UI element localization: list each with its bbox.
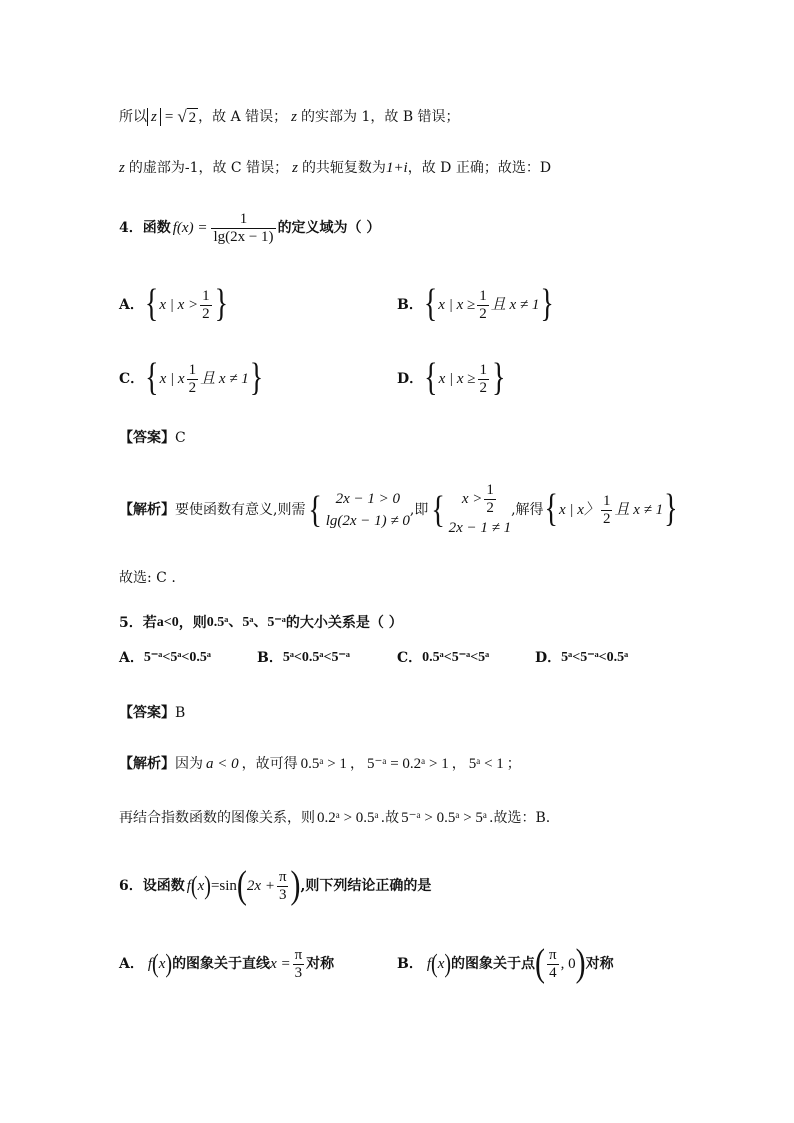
question-4 [119,210,734,245]
math: x = [270,956,291,972]
q4-conclusion [119,568,734,588]
conjugate: 1+i [385,160,408,176]
text: .故选：B. [489,810,551,826]
question-number: 6． [119,878,143,894]
denominator: 2 [479,379,488,396]
question-number: 5． [119,615,143,631]
math: 0.5ᵃ > 1 [300,756,347,772]
text: ，则 [178,615,207,631]
q4-answer [119,428,734,448]
answer-tag: 【答案】 [119,430,175,446]
text: 所以 [119,109,147,125]
numerator: 1 [486,481,494,498]
var-z: z [119,160,125,176]
analysis-tag: 【解析】 [119,502,175,518]
option-label: D． [397,371,424,387]
q5-answer [119,703,734,723]
math: a < 0 [206,756,239,772]
function-name: f [186,878,191,894]
solution-line-2 [119,158,734,178]
denominator: 3 [278,886,287,903]
expressions: 0.5ᵃ、5ᵃ、5⁻ᵃ [206,615,286,630]
denominator: 2 [188,379,197,396]
option-text: 且 x ≠ 1 [490,297,540,313]
text: ， [349,756,364,772]
text: 函数 [142,220,171,236]
numerator: π [278,868,287,885]
fraction [187,362,199,397]
text: ,即 [409,502,429,518]
numerator: 1 [602,492,611,509]
var-z: z [291,109,298,125]
inequality-system-2: { x > $\frac{1}{2}$ 2x − 1 ≠ 1 [428,482,511,539]
text: 若 [142,615,157,631]
numerator: 1 [202,287,210,304]
text: ； [506,756,521,772]
denominator: 4 [549,964,557,981]
analysis-tag: 【解析】 [119,756,175,772]
inner-expr: 2x + [246,878,275,894]
denominator: 2 [202,305,210,322]
math: 5⁻ᵃ = 0.2ᵃ > 1 [366,756,449,772]
q5-analysis-2 [119,808,734,828]
text: ,则下列结论正确的是 [300,878,432,894]
text: 再结合指数函数的图像关系，则 [119,810,315,826]
text: ,解得 [511,502,544,518]
denominator: 2 [479,305,487,322]
text: 的定义域为（ ） [277,220,381,236]
fraction [477,288,489,323]
numerator: 1 [239,210,248,227]
fraction [277,869,289,904]
function-name: f [426,956,432,972]
q6-options-ab [119,941,734,985]
option-text: 5ᵃ<5⁻ᵃ<0.5ᵃ [561,650,629,665]
text: 设函数 [142,878,185,894]
option-text: 对称 [306,956,335,972]
text: 因为 [175,756,203,772]
math: 5⁻ᵃ > 0.5ᵃ > 5ᵃ [401,810,488,826]
question-6: 6． 设函数 f ( x ) =sin ( 2x + $\frac{\pi}{3}$ ) ,则下列结论正确的是 [119,863,432,907]
q4-options-cd [119,356,734,400]
answer-tag: 【答案】 [119,705,175,721]
option-label: A． [119,650,144,666]
abs-z: z [147,108,161,126]
option-text: 对称 [585,956,614,972]
sqrt-expression: √ 2 [177,107,197,126]
text: ，故可得 [241,756,298,772]
text: ，故 D 正确；故选：D [407,160,552,176]
text: 的实部为 1，故 B 错误； [301,109,460,125]
option-text: 0.5ᵃ<5⁻ᵃ<5ᵃ [422,650,490,665]
question-number: 4． [119,220,143,236]
q4-analysis: 【解析】 要使函数有意义,则需 { 2x − 1 > 0 lg(2x − 1) ≠ 0 ,即 { x > $\frac{1}{2}$ 2x − 1 ≠ 1 ,解得 { x | x〉 $\frac{1}{2}$ 且 x ≠ 1 } [119,485,734,535]
var-z: z [292,160,298,176]
option-c: C． { x | x $\frac{1}{2}$ 且 x ≠ 1 } [119,356,264,400]
option-label: D． [535,650,562,666]
math: 0.2ᵃ > 0.5ᵃ [317,810,379,826]
option-d [535,648,628,668]
option-text: 的图象关于点 [451,956,536,972]
answer-value: C [175,430,186,446]
text: ，故 A 错误； [198,109,288,125]
var-x: x [197,878,205,894]
option-label: C． [397,650,423,666]
text: 的大小关系是（ ） [285,615,403,631]
fraction [547,947,559,982]
numerator: 1 [479,361,488,378]
option-text: x | x ≥ [438,297,476,313]
option-label: B． [257,650,283,666]
var-x: x [437,956,445,972]
numerator: π [294,946,303,963]
option-text: 5⁻ᵃ<5ᵃ<0.5ᵃ [143,650,211,665]
math: 5ᵃ < 1 [468,756,504,772]
fraction [293,947,305,982]
option-d: D． { x | x ≥ $\frac{1}{2}$ } [397,356,506,400]
option-text: x | x [159,371,185,387]
option-text: x | x ≥ [438,371,476,387]
fraction [200,288,212,323]
option-text: 5ᵃ<0.5ᵃ<5⁻ᵃ [282,650,350,665]
result-text: x | x〉 [559,502,599,518]
option-text: x | x > [159,297,199,313]
system-row: x > [461,491,483,507]
sqrt-radicand: 2 [188,110,197,126]
numerator: π [549,946,557,963]
option-c [397,648,489,668]
denominator: 2 [602,510,611,527]
var-x: x [158,956,166,972]
text: .故 [380,810,400,826]
denominator: 3 [294,964,303,981]
text: 的虚部为-1，故 C 错误； [128,160,289,176]
numerator: 1 [479,287,487,304]
answer-value: B [175,705,186,721]
option-a: A． { x | x > $\frac{1}{2}$ } [119,282,229,326]
text: 的共轭复数为 [301,160,386,176]
denominator: 2 [486,499,494,516]
function-name: f(x) = [172,220,208,236]
solution-line-1 [119,107,734,127]
q5-analysis-1 [119,754,734,774]
option-text: 且 x ≠ 1 [200,371,249,387]
q4-options-ab [119,282,734,326]
equals: = [164,109,174,125]
option-b [257,648,350,668]
option-label: B． [397,956,423,972]
function-name: f [147,956,153,972]
option-label: B． [397,297,423,313]
math: , 0 [560,956,576,972]
fraction [478,362,490,397]
question-5 [119,613,734,633]
option-label: A． [119,956,144,972]
option-a [119,648,211,668]
text: 要使函数有意义,则需 [175,502,306,518]
system-row: 2x − 1 > 0 [335,491,400,507]
fraction [601,493,613,528]
option-a: A． f ( x ) 的图象关于直线 x = $\frac{\pi}{3}$ 对称 [119,946,335,981]
system-row: 2x − 1 ≠ 1 [448,519,512,536]
text: 故选: C . [119,570,176,586]
option-b: B． { x | x ≥ $\frac{1}{2}$ 且 x ≠ 1 } [397,282,554,326]
option-label: A． [119,297,144,313]
condition: a<0 [156,615,179,630]
option-label: C． [119,371,145,387]
numerator: 1 [188,361,197,378]
system-row: lg(2x − 1) ≠ 0 [325,513,410,529]
denominator: lg(2x − 1) [213,228,274,245]
fraction [211,211,275,246]
fraction [484,482,496,517]
option-b: B． f ( x ) 的图象关于点 ( $\frac{\pi}{4}$ , 0 ) 对称 [397,941,614,985]
inequality-system-1: { 2x − 1 > 0 lg(2x − 1) ≠ 0 [308,489,410,531]
equals-sin: =sin [210,878,237,894]
result-text: 且 x ≠ 1 [614,502,664,518]
text: ， [451,756,466,772]
option-text: 的图象关于直线 [172,956,271,972]
